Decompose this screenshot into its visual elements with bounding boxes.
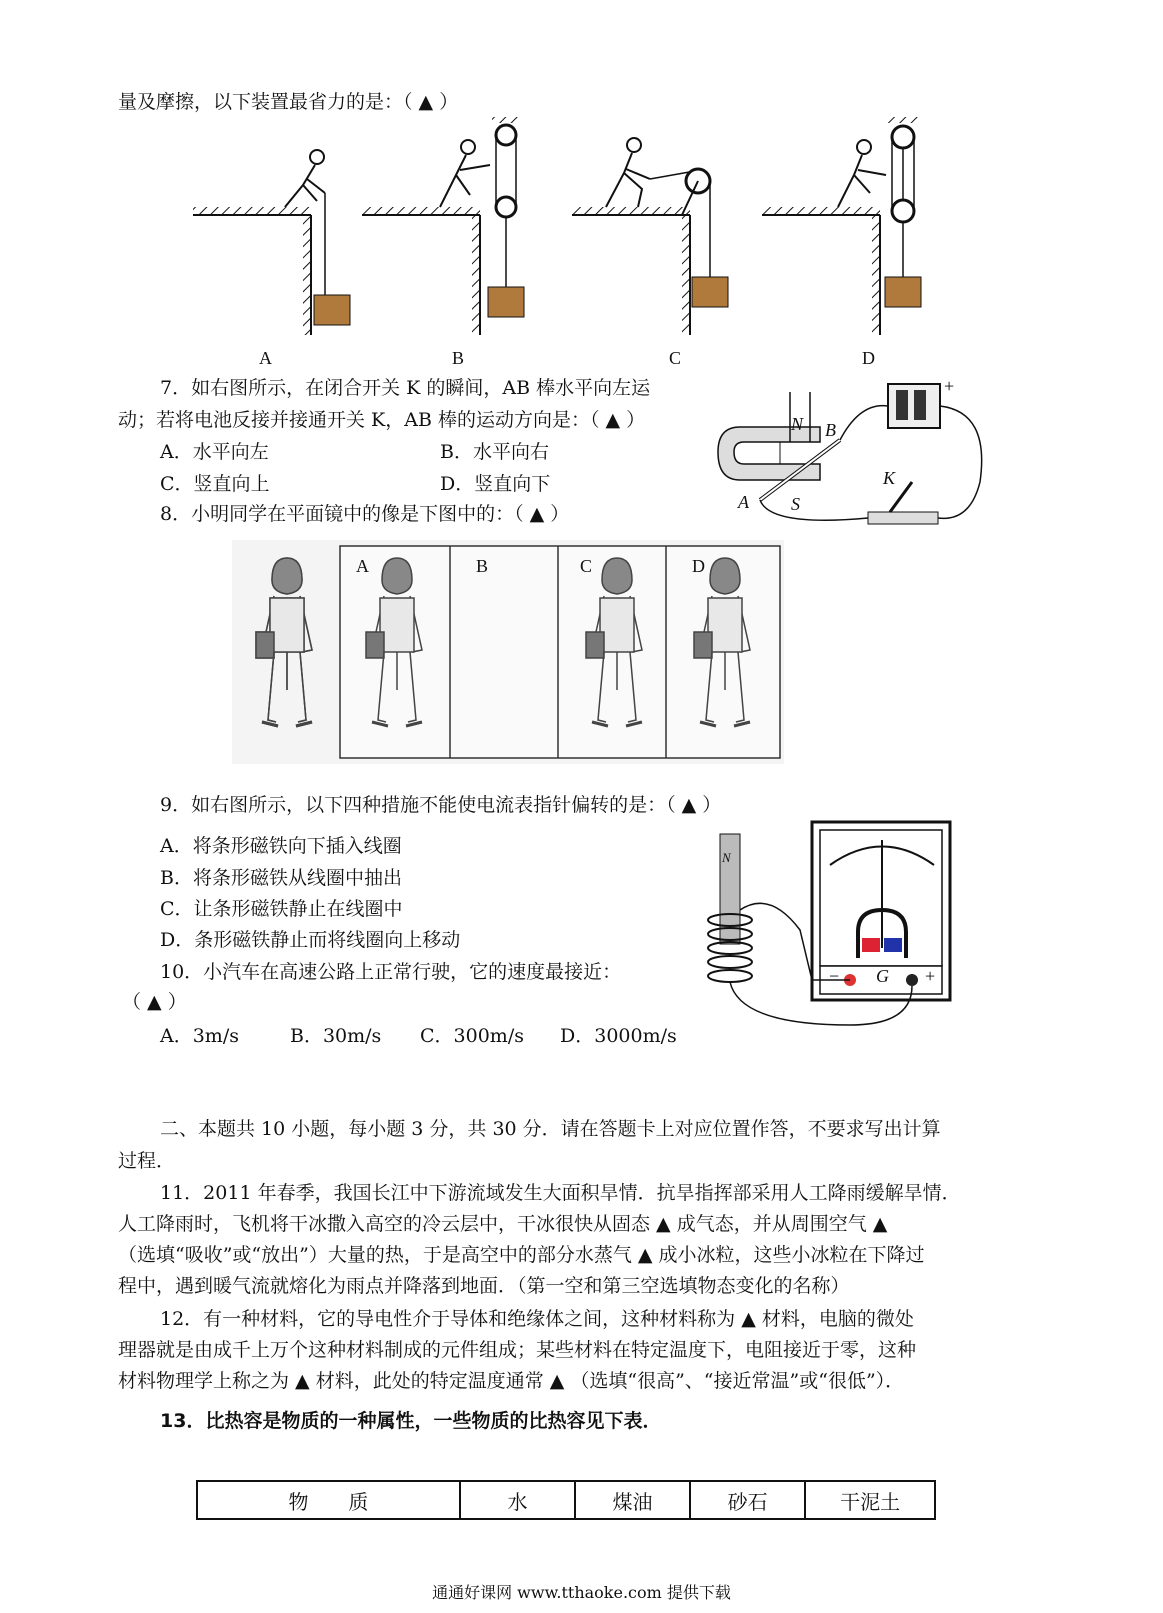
- q9-fig-label-n: N: [722, 850, 731, 865]
- section2-line2: 过程．: [118, 1150, 176, 1172]
- q7-option-a: A．水平向左: [160, 441, 269, 463]
- q6-stem-tail: 量及摩擦，以下装置最省力的是：（ ▲ ）: [118, 91, 459, 113]
- figure-c: [572, 138, 728, 335]
- q10-line2: （ ▲ ）: [122, 991, 187, 1013]
- q12-line2: 理器就是由成千上万个这种材料制成的元件组成；某些材料在特定温度下，电阻接近于零，这种: [118, 1339, 917, 1361]
- q11-line1: 11．2011 年春季，我国长江中下游流域发生大面积旱情．抗旱指挥部采用人工降雨缓解旱情．: [160, 1182, 961, 1204]
- q7-fig-label-k: K: [883, 468, 896, 488]
- q6-label-b: B: [452, 348, 465, 368]
- figure-a: [193, 150, 350, 335]
- table-header-cell: 砂石: [690, 1481, 805, 1519]
- q13-stem: 13．比热容是物质的一种属性，一些物质的比热容见下表．: [160, 1410, 662, 1432]
- q10-option-d: D．3000m/s: [560, 1025, 677, 1047]
- q9-stem: 9．如右图所示，以下四种措施不能使电流表指针偏转的是：（ ▲ ）: [160, 794, 722, 816]
- q9-fig-label-minus: −: [829, 966, 840, 986]
- q12-line3: 材料物理学上称之为 ▲ 材料，此处的特定温度通常 ▲ （选填“很高”、“接近常温”或“很低”）．: [118, 1370, 905, 1392]
- q8-panel-label-b: B: [476, 556, 489, 576]
- q8-panel-label-c: C: [580, 556, 593, 576]
- q11-line2: 人工降雨时，飞机将干冰撒入高空的冷云层中，干冰很快从固态 ▲ 成气态，并从周围空气 ▲: [118, 1213, 888, 1235]
- q8-stem: 8．小明同学在平面镜中的像是下图中的：（ ▲ ）: [160, 503, 570, 525]
- q10-option-a: A．3m/s: [160, 1025, 239, 1047]
- q10-option-c: C．300m/s: [420, 1025, 524, 1047]
- q9-fig-label-plus: +: [925, 966, 936, 986]
- specific-heat-table: [196, 1480, 936, 1520]
- q7-fig-label-s: S: [791, 494, 800, 514]
- q7-fig-label-a: A: [738, 492, 749, 512]
- q6-pulley-figures: [185, 115, 965, 345]
- q7-line1: 7．如右图所示，在闭合开关 K 的瞬间，AB 棒水平向左运: [160, 377, 651, 399]
- q8-panel-label-d: D: [692, 556, 705, 576]
- q7-option-c: C．竖直向上: [160, 473, 270, 495]
- q7-option-d: D．竖直向下: [440, 473, 551, 495]
- q10-line1: 10．小汽车在高速公路上正常行驶，它的速度最接近：: [160, 961, 622, 983]
- table-header-cell: 煤油: [575, 1481, 690, 1519]
- q6-label-a: A: [259, 348, 272, 368]
- q9-fig-label-g: G: [876, 966, 889, 986]
- q6-label-c: C: [669, 348, 682, 368]
- table-header-cell: 水: [460, 1481, 575, 1519]
- q9-option-c: C．让条形磁铁静止在线圈中: [160, 898, 403, 920]
- q7-fig-label-b: B: [825, 420, 836, 440]
- q7-fig-label-plus: +: [944, 376, 955, 396]
- q8-panel-label-a: A: [356, 556, 369, 576]
- q7-fig-label-n: N: [791, 414, 804, 434]
- figure-d: [762, 117, 921, 335]
- q9-option-d: D．条形磁铁静止而将线圈向上移动: [160, 929, 461, 951]
- table-row: [197, 1481, 935, 1519]
- q7-option-b: B．水平向右: [440, 441, 549, 463]
- q6-label-d: D: [862, 348, 875, 368]
- q11-line3: （选填“吸收”或“放出”）大量的热，于是高空中的部分水蒸气 ▲ 成小冰粒，这些小冰粒在下降过: [118, 1244, 925, 1266]
- q7-line2: 动；若将电池反接并接通开关 K，AB 棒的运动方向是：（ ▲ ）: [118, 409, 646, 431]
- q10-option-b: B．30m/s: [290, 1025, 382, 1047]
- q12-line1: 12．有一种材料，它的导电性介于导体和绝缘体之间，这种材料称为 ▲ 材料，电脑的微处: [160, 1308, 914, 1330]
- q9-galvanometer-figure: [700, 820, 955, 1032]
- table-header-cell: 物 质: [197, 1481, 460, 1519]
- table-header-cell: 干泥土: [805, 1481, 935, 1519]
- q9-option-b: B．将条形磁铁从线圈中抽出: [160, 867, 402, 889]
- figure-b: [362, 117, 524, 335]
- q9-option-a: A．将条形磁铁向下插入线圈: [160, 835, 402, 857]
- page-footer: 通通好课网 www.tthaoke.com 提供下载: [432, 1583, 731, 1602]
- q11-line4: 程中，遇到暖气流就熔化为雨点并降落到地面．（第一空和第三空选填物态变化的名称）: [118, 1275, 850, 1297]
- section2-line1: 二、本题共 10 小题，每小题 3 分，共 30 分．请在答题卡上对应位置作答，不要求写出计算: [160, 1118, 941, 1140]
